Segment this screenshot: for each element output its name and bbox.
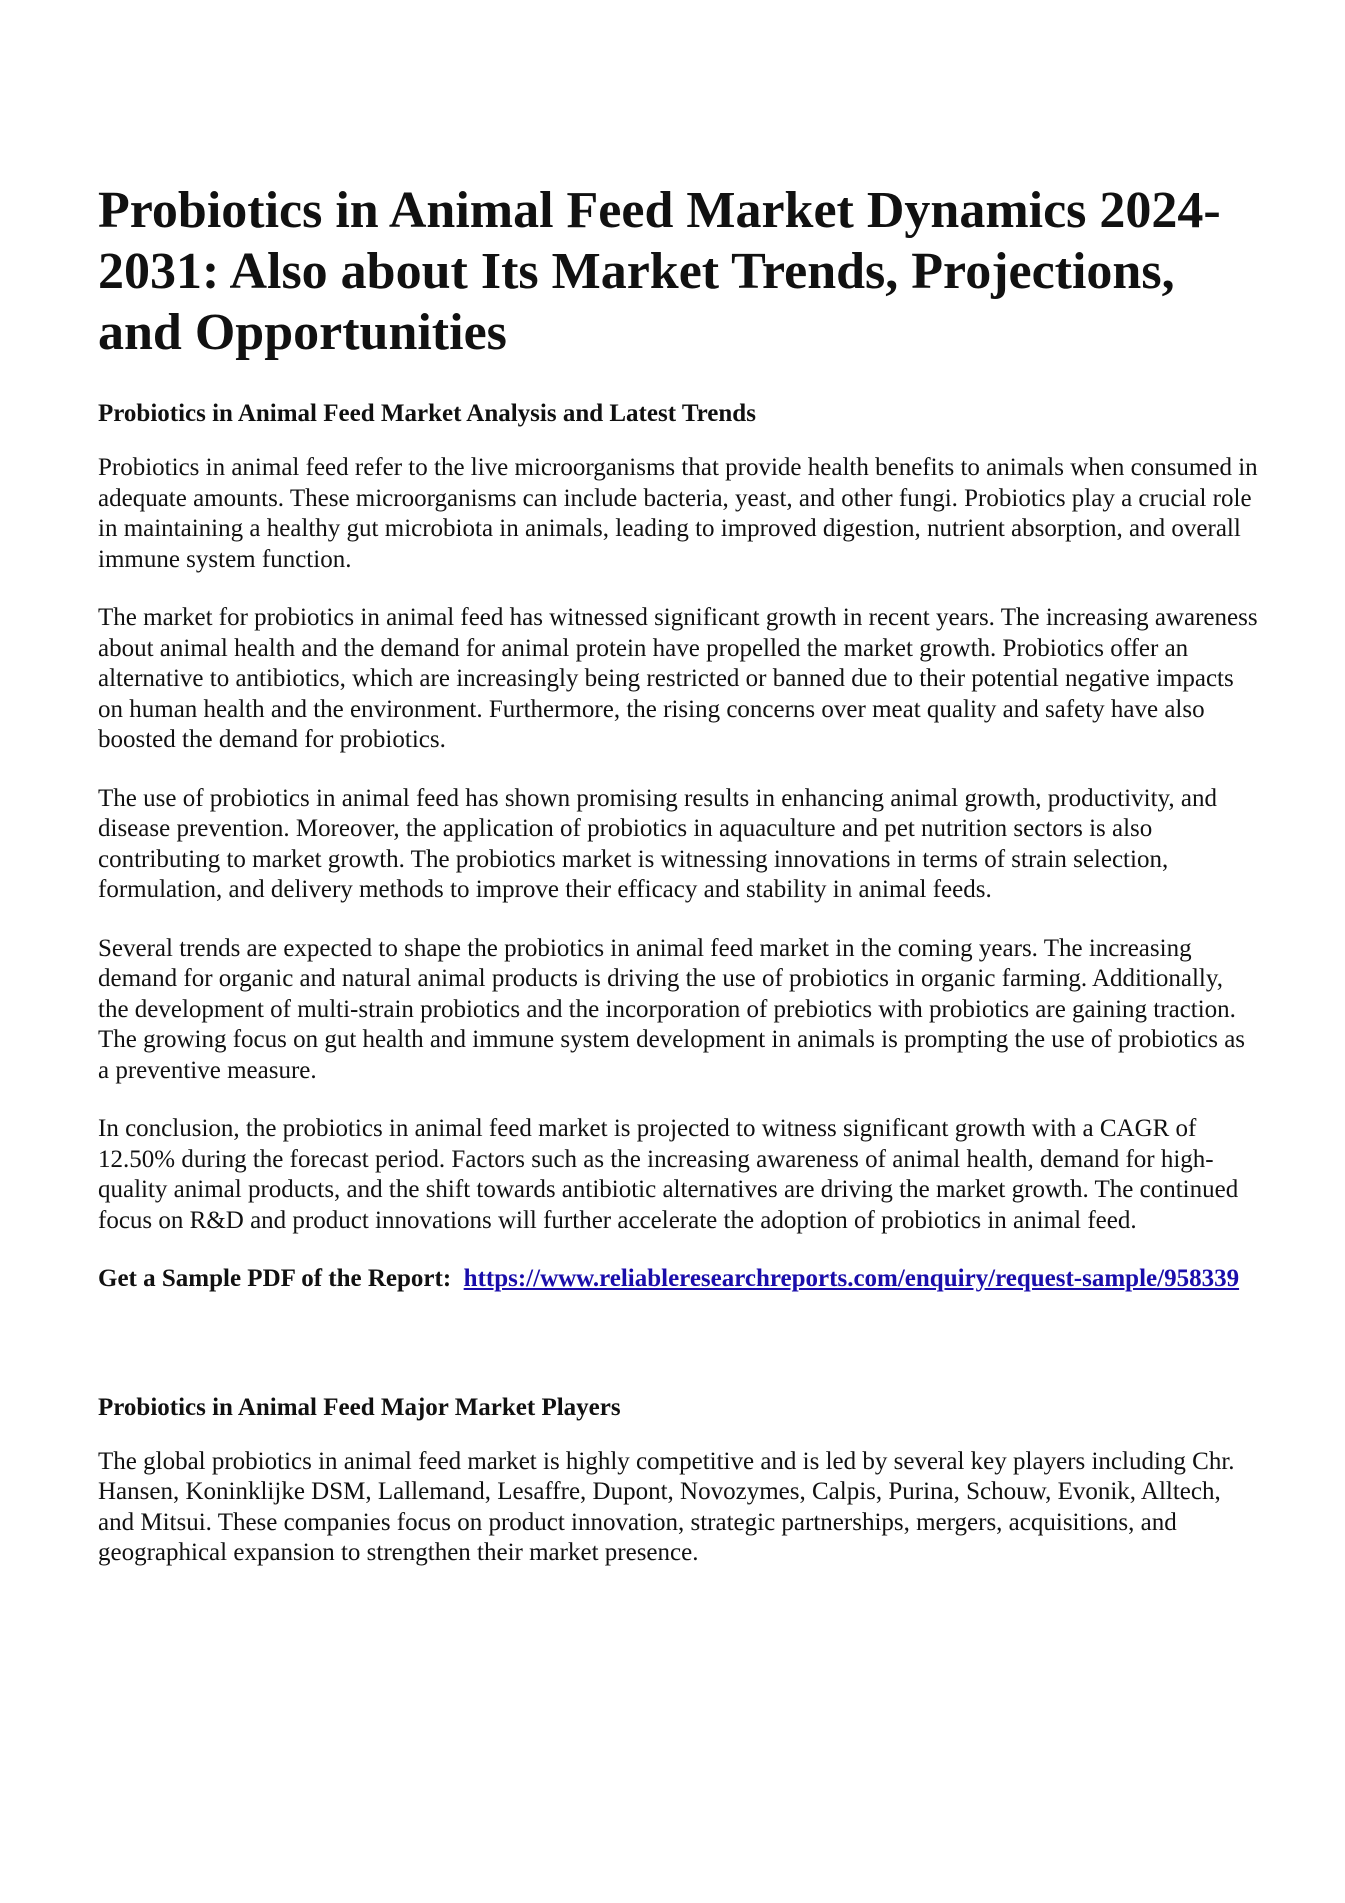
sample-pdf-label: Get a Sample PDF of the Report: [98,1265,452,1292]
paragraph-market-growth: The market for probiotics in animal feed has witnessed significant growth in recent years. The increasing awareness about animal health and the demand for animal protein have propelled the market growth. Probiotics offer an alternative to antibiotics, which are increasingly being restricted or banned due to their potential negative impacts on human health and the environment. Furthermore, the rising concerns over meat quality and safety have also boosted the demand for probiotics. [98,604,1258,753]
sample-pdf-cta [98,1264,1258,1295]
paragraph-definition: Probiotics in animal feed refer to the live microorganisms that provide health benefits to animals when consumed in adequate amounts. These microorganisms can include bacteria, yeast, and other fungi. Probiotics play a crucial role in maintaining a healthy gut microbiota in animals, leading to improved digestion, nutrient absorption, and overall immune system function. [98,454,1258,573]
document-title: Probiotics in Animal Feed Market Dynamics 2024-2031: Also about Its Market Trends, Projections, and Opportunities [98,182,1221,361]
section-heading-analysis: Probiotics in Animal Feed Market Analysis and Latest Trends [98,400,756,427]
sample-pdf-link[interactable]: https://www.reliableresearchreports.com/enquiry/request-sample/958339 [463,1265,1240,1292]
paragraph-market-players: The global probiotics in animal feed market is highly competitive and is led by several key players including Chr. Hansen, Koninklijke DSM, Lallemand, Lesaffre, Dupont, Novozymes, Calpis, Purina, Schouw, Evonik, Alltech, and Mitsui. These companies focus on product innovation, strategic partnerships, mergers, acquisitions, and geographical expansion to strengthen their market presence. [98,1447,1235,1566]
document-page [98,180,1258,1597]
paragraph-trends: Several trends are expected to shape the probiotics in animal feed market in the coming years. The increasing demand for organic and natural animal products is driving the use of probiotics in organic farming. Additionally, the development of multi-strain probiotics and the incorporation of prebiotics with probiotics are gaining traction. The growing focus on gut health and immune system development in animals is prompting the use of probiotics as a preventive measure. [98,934,1246,1084]
paragraph-conclusion: In conclusion, the probiotics in animal feed market is projected to witness significant growth with a CAGR of 12.50% during the forecast period. Factors such as the increasing awareness of animal health, demand for high-quality animal products, and the shift towards antibiotic alternatives are driving the market growth. The continued focus on R&D and product innovations will further accelerate the adoption of probiotics in animal feed. [98,1115,1239,1234]
paragraph-applications: The use of probiotics in animal feed has shown promising results in enhancing animal growth, productivity, and disease prevention. Moreover, the application of probiotics in aquaculture and pet nutrition sectors is also contributing to market growth. The probiotics market is witnessing innovations in terms of strain selection, formulation, and delivery methods to improve their efficacy and stability in animal feeds. [98,784,1217,903]
section-heading-players: Probiotics in Animal Feed Major Market Players [98,1393,621,1421]
